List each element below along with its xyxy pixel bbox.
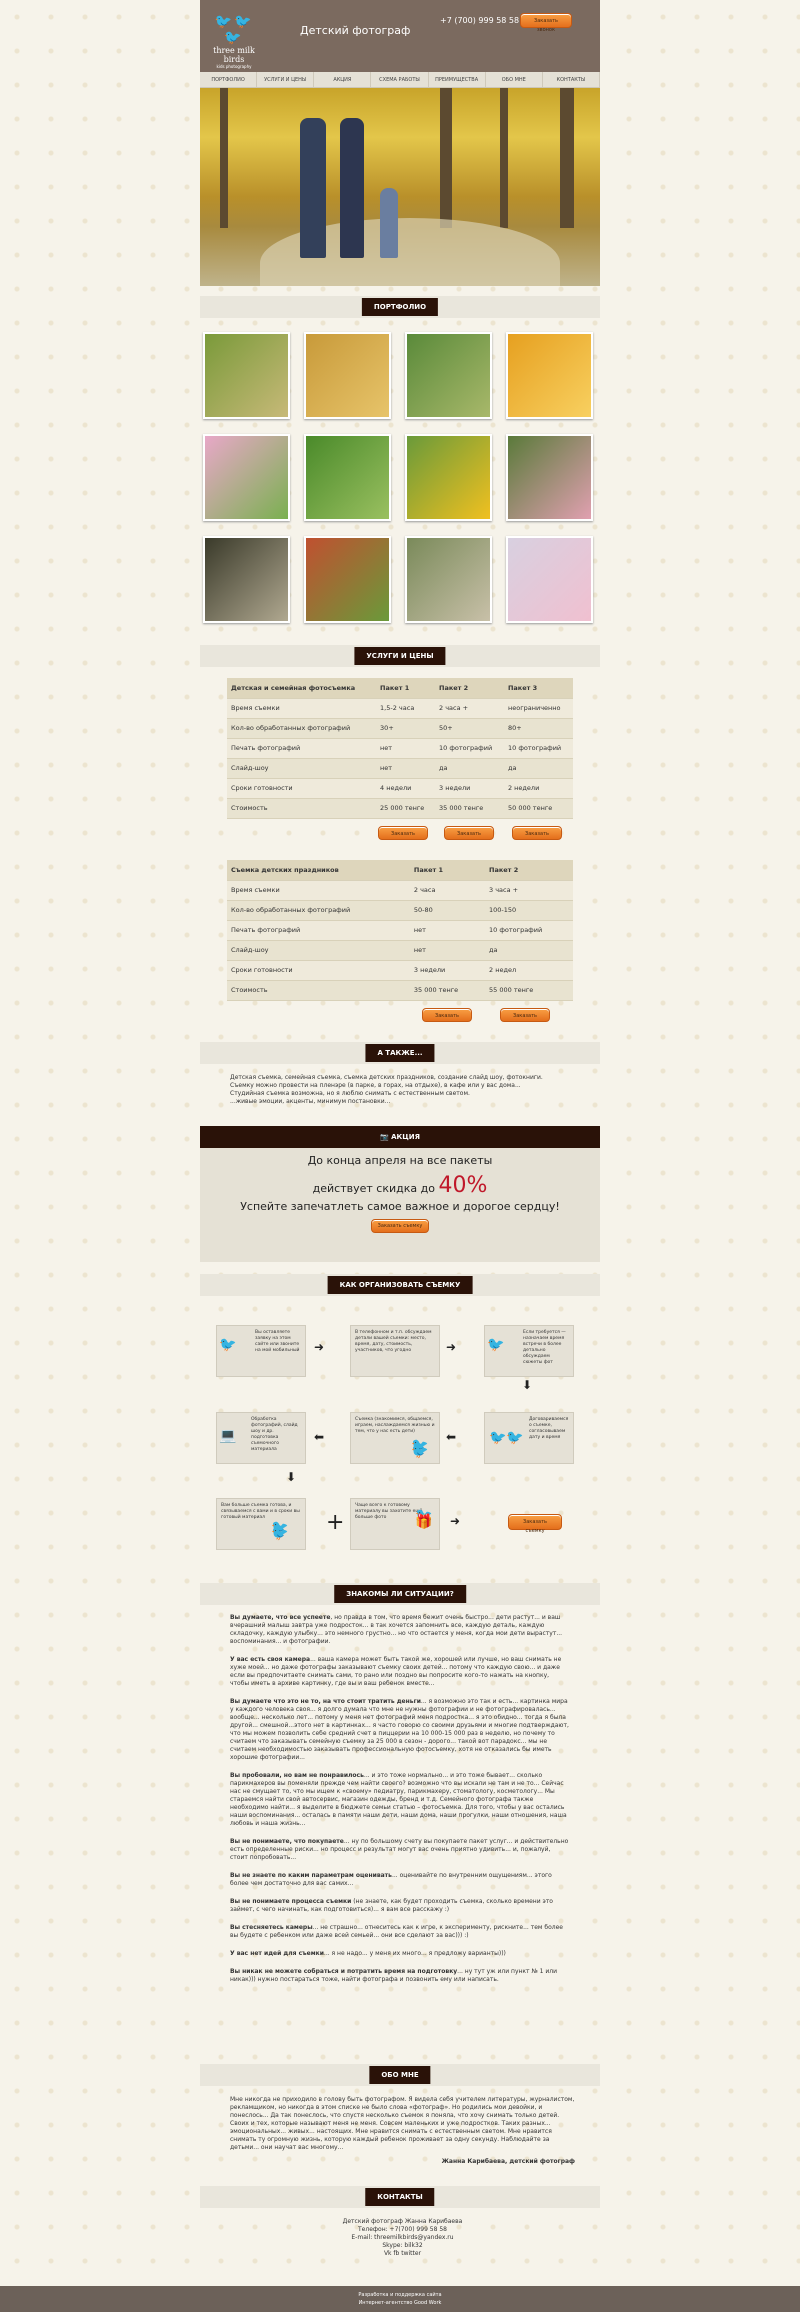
table-cell: Пакет 1 [376, 678, 435, 698]
arrow-down-icon: ⬇ [522, 1378, 533, 1392]
arrow-right-icon: ➜ [450, 1514, 461, 1528]
gift-icon: 🐦🎁 [415, 1508, 433, 1530]
table-cell: Пакет 1 [410, 860, 485, 880]
table-cell: 3 часа + [485, 880, 573, 900]
promo-header: 📷 АКЦИЯ [200, 1126, 600, 1148]
computer-icon: 💻 [219, 1428, 237, 1444]
table-cell: Слайд-шоу [227, 940, 410, 960]
contacts-block [230, 2218, 575, 2258]
hero-photo [200, 88, 600, 286]
call-request-button[interactable]: Заказать звонок [520, 13, 572, 28]
text-line: Студийная съемка возможна, но я люблю снимать с естественным светом. [230, 1090, 470, 1097]
footer [0, 2286, 800, 2312]
section-header-portfolio: ПОРТФОЛИО [200, 296, 600, 318]
bird-icon: 🐦 [487, 1337, 505, 1353]
header [200, 0, 600, 72]
price-table-parties [227, 860, 573, 1001]
logo-name: three milk birds [213, 46, 255, 64]
portfolio-photo[interactable] [304, 536, 391, 623]
nav-item-advantages[interactable]: ПРЕИМУЩЕСТВА [429, 72, 486, 87]
section-header-services: УСЛУГИ И ЦЕНЫ [200, 645, 600, 667]
table-cell: Сроки готовности [227, 778, 376, 798]
arrow-down-icon: ⬇ [286, 1470, 297, 1484]
step-6: 💻 Обработка фотографий, слайд шоу и др. подготовка съемочного материала [216, 1412, 306, 1464]
situations-list [230, 1614, 570, 1994]
portfolio-photo[interactable] [304, 332, 391, 419]
also-text [230, 1074, 575, 1106]
table-cell: Стоимость [227, 980, 410, 1000]
portfolio-photo[interactable] [203, 332, 290, 419]
discount-percent: 40% [438, 1173, 488, 1198]
table-cell: нет [376, 758, 435, 778]
situation-item: Вы никак не можете собраться и потратить время на подготовку... ну тут уж или пункт № 1 или никак))) нужно постараться тоже, найти фотографа и позвонить ему или написать. [230, 1968, 557, 1983]
table-cell: 2 часа [410, 880, 485, 900]
nav-item-about[interactable]: ОБО МНЕ [486, 72, 543, 87]
birds-icon: 🐦🐦 [489, 1430, 524, 1446]
step-1: 🐦 Вы оставляете заявку на этом сайте или звоните на мой мобильный [216, 1325, 306, 1377]
table-cell: да [435, 758, 504, 778]
order-button-package-2[interactable]: Заказать [444, 826, 494, 840]
arrow-left-icon: ⬅ [314, 1430, 325, 1444]
birds-icon: 🐦🐦 [411, 1438, 429, 1460]
promo-line-2: действует скидка до 40% [312, 1173, 488, 1198]
order-button-party-1[interactable]: Заказать [422, 1008, 472, 1022]
situation-item: Вы не понимаете процесса съемки (не знаете, как будет проходить съемка, сколько времени это займет, с чего начинать, как подготовиться)... я вам все расскажу :) [230, 1898, 553, 1913]
footer-agency-link[interactable]: Интернет-агентство Good Work [358, 2300, 442, 2306]
contact-phone[interactable]: Телефон: +7(700) 999 58 58 [358, 2226, 447, 2233]
situation-item: Вы не понимаете, что покупаете... ну по большому счету вы покупаете пакет услуг... и действительно есть определенные риски... но процесс и результат могут вас очень приятно удивить... и, пожалуй, стоит попробовать... [230, 1838, 569, 1861]
order-shoot-button[interactable]: Заказать съемку [371, 1219, 430, 1233]
table-cell: 50+ [435, 718, 504, 738]
portfolio-photo[interactable] [506, 536, 593, 623]
order-button-party-2[interactable]: Заказать [500, 1008, 550, 1022]
birds-icon: 🐦🐦 [271, 1520, 289, 1542]
table-cell: 10 фотографий [435, 738, 504, 758]
situation-item: Вы не знаете по каким параметрам оценивать... оценивайте по внутренним ощущениям... этого более чем достаточно для вас самих... [230, 1872, 552, 1887]
table-cell: 2 часа + [435, 698, 504, 718]
table-cell: Слайд-шоу [227, 758, 376, 778]
situation-item: У вас есть своя камера... ваша камера может быть такой же, хорошей или лучше, но ваш снимать не хуже моей... но даже фотографы заказывают съемку своих детей... потому что каждую свою... и даже если вы предпочитаете снимать сами, то рано или поздно вы попросите кого-то нажать на кнопку, чтобы иметь в архиве картинку, где вы и ваш ребенок вместе... [230, 1656, 562, 1687]
situation-item: У вас нет идей для съемки... я не надо... у меня их много... я предложу варианты))) [230, 1950, 506, 1957]
portfolio-photo[interactable] [506, 332, 593, 419]
table-cell: Кол-во обработанных фотографий [227, 718, 376, 738]
promo-line-3: Успейте запечатлеть самое важное и дорогое сердцу! [240, 1200, 560, 1213]
table-cell: 55 000 тенге [485, 980, 573, 1000]
step-3: 🐦 Если требуется — назначаем время встречи в более детально обсуждаем сюжеты фот [484, 1325, 574, 1377]
nav-item-services[interactable]: УСЛУГИ И ЦЕНЫ [257, 72, 314, 87]
table-cell: нет [410, 940, 485, 960]
step-2: В телефонном и т.п. обсуждаем детали вашей съемки: место, время, дату, стоимость, участников, что угодно [350, 1325, 440, 1377]
nav-item-scheme[interactable]: СХЕМА РАБОТЫ [371, 72, 428, 87]
table-cell: Сроки готовности [227, 960, 410, 980]
portfolio-photo[interactable] [506, 434, 593, 521]
table-cell: Время съемки [227, 880, 410, 900]
logo-tagline: kids photography [216, 64, 252, 69]
table-cell: 3 недели [410, 960, 485, 980]
table-cell: Стоимость [227, 798, 376, 818]
site-title: Детский фотограф [300, 24, 411, 37]
table-cell: 2 недел [485, 960, 573, 980]
situation-item: Вы думаете что это не то, на что стоит тратить деньги... я возможно это так и есть... картинка мира у каждого человека своя... я долго думала что мне не нужны фотографии и не фотографировалась... вообще... несколько лет... потому у меня нет фотографий меня подростка... я это обидно... тогда я была другой... смешной...этого нет в картинках... я часто говорю со своими друзьями и многие подтверждают, что мы можем позволить себе средний счет в пиццерии на 10 000-15 000 раз в неделю, но почему то считаем что заказывать семейную съемку за 25 000 в сезон - дорого... такой вот парадокс... мы не считаем необходимостью заказывать профессиональную фотосъемку, хотя не отказались бы иметь хорошие фотографии... [230, 1698, 569, 1761]
portfolio-photo[interactable] [203, 434, 290, 521]
step-5: Съемка (знакомимся, общаемся, играем, наслаждаемся жизнью и тем, что у нас есть дети) 🐦🐦 [350, 1412, 440, 1464]
order-button-package-3[interactable]: Заказать [512, 826, 562, 840]
logo[interactable] [208, 14, 260, 69]
order-shoot-button-2[interactable]: Заказать съемку [508, 1514, 562, 1530]
situation-item: Вы думаете, что все успеете, но правда в том, что время бежит очень быстро... дети растут... и ваш вчерашний малыш завтра уже подросток... в так хочется запомнить все, каждую деталь, каждую складочку, каждую улыбку... это немного грустно... но что остается у меня, когда мои дети вырастут... воспоминания... и фотографии. [230, 1614, 563, 1645]
table-cell: да [485, 940, 573, 960]
section-header-situations: ЗНАКОМЫ ЛИ СИТУАЦИИ? [200, 1583, 600, 1605]
phone-number: +7 (700) 999 58 58 [440, 16, 520, 25]
section-header-contacts: КОНТАКТЫ [200, 2186, 600, 2208]
plus-icon: + [326, 1510, 345, 1535]
portfolio-photo[interactable] [304, 434, 391, 521]
portfolio-photo[interactable] [405, 434, 492, 521]
about-paragraph: Мне никогда не приходило в голову быть фотографом. Я видела себя учителем литературы, журналистом, рекламщиком, но никогда в этом списке не было слова «фотограф». Но родились мои девойки, и понеслось... Да так понеслось, что спустя несколько съемок я поняла, что хочу снимать только детей. Своих и тех, которые называют меня не меня. Совсем маленьких и уже подростков. Таких разных... эмоциональных... живых... настоящих. Мне нравится снимать с естественным светом. Мне нравится снимать ту огромную жизнь, которую каждый ребенок проживает за одну секунду. Наблюдайте за детьми... они научат вас многому... [230, 2096, 575, 2151]
text-line: ...живые эмоции, акценты, минимум постановки... [230, 1098, 391, 1105]
table-cell: Детская и семейная фотосъемка [227, 678, 376, 698]
camera-icon: 📷 [379, 1133, 389, 1141]
nav-item-portfolio[interactable]: ПОРТФОЛИО [200, 72, 257, 87]
table-cell: Время съемки [227, 698, 376, 718]
arrow-right-icon: ➜ [446, 1340, 457, 1354]
contact-skype[interactable]: Skype: bilk32 [382, 2242, 423, 2249]
table-cell: 35 000 тенге [410, 980, 485, 1000]
step-7: Вам больше съемка готова, и связываемся с вами и в сроки вы готовый материал 🐦🐦 [216, 1498, 306, 1550]
table-cell: 80+ [504, 718, 573, 738]
table-cell: 2 недели [504, 778, 573, 798]
table-cell: 10 фотографий [485, 920, 573, 940]
arrow-left-icon: ⬅ [446, 1430, 457, 1444]
table-cell: Пакет 3 [504, 678, 573, 698]
portfolio-photo[interactable] [405, 536, 492, 623]
table-cell: 10 фотографий [504, 738, 573, 758]
portfolio-photo[interactable] [203, 536, 290, 623]
table-cell: 100-150 [485, 900, 573, 920]
table-cell: 30+ [376, 718, 435, 738]
table-cell: нет [410, 920, 485, 940]
page [200, 0, 600, 2312]
step-8: Чаще всего к готовому материалу вы захотите ещё больше фото 🐦🎁 [350, 1498, 440, 1550]
section-header-also: А ТАКЖЕ... [200, 1042, 600, 1064]
contact-email[interactable]: E-mail: threemilkbirds@yandex.ru [351, 2234, 454, 2241]
table-cell: 50 000 тенге [504, 798, 573, 818]
table-cell: Кол-во обработанных фотографий [227, 900, 410, 920]
situation-item: Вы пробовали, но вам не понравилось... и это тоже нормально... и это тоже бывает... сколько парикмахеров вы поменяли прежде чем найти своего? возможно что вы искали не там и не то... Сейчас нас не смущает то, что мы ищем к «своему» педиатру, парикмахеру, стоматологу, косметологу... Мы стараемся найти свой автосервис, магазин одежды, бренд и т.д. Семейного фотографа также необходимо найти... я выделите в бюджете семьи статью – фотосъемка. Для того, чтобы у вас остались наши воспоминания... осталась в памяти наши дети, наши дома, наши прогулки, наши отношения, наша любовь и наша жизнь... [230, 1772, 567, 1827]
table-cell: неограниченно [504, 698, 573, 718]
table-cell: 35 000 тенге [435, 798, 504, 818]
promo-line-1: До конца апреля на все пакеты [307, 1154, 493, 1167]
table-cell: Пакет 2 [485, 860, 573, 880]
order-button-package-1[interactable]: Заказать [378, 826, 428, 840]
table-cell: Печать фотографий [227, 920, 410, 940]
table-cell: да [504, 758, 573, 778]
about-text [230, 2096, 575, 2166]
section-header-how: КАК ОРГАНИЗОВАТЬ СЪЕМКУ [200, 1274, 600, 1296]
text-line: Детская съемка, семейная съемка, съемка детских праздников, создание слайд шоу, фотокниги. [230, 1074, 543, 1081]
table-cell: Пакет 2 [435, 678, 504, 698]
step-4: 🐦🐦 Договариваемся о съемке, согласовываем дату и время [484, 1412, 574, 1464]
nav-item-contacts[interactable]: КОНТАКТЫ [543, 72, 600, 87]
price-table-family [227, 678, 573, 819]
table-cell: 25 000 тенге [376, 798, 435, 818]
bird-icon: 🐦 [219, 1337, 237, 1353]
footer-line: Разработка и поддержка сайта [358, 2292, 442, 2298]
text-line: Съемку можно провести на пленэре (в парке, в горах, на отдыхе), в кафе или у вас дома... [230, 1082, 521, 1089]
nav-item-promo[interactable]: АКЦИЯ [314, 72, 371, 87]
table-cell: 3 недели [435, 778, 504, 798]
social-links[interactable]: Vk fb twitter [383, 2250, 422, 2257]
contact-name: Детский фотограф Жанна Карибаева [342, 2218, 463, 2225]
section-header-about: ОБО МНЕ [200, 2064, 600, 2086]
promo-block [200, 1126, 600, 1262]
arrow-right-icon: ➜ [314, 1340, 325, 1354]
main-nav [200, 72, 600, 88]
birds-icon: 🐦🐦🐦 [214, 14, 254, 46]
about-signature: Жанна Карибаева, детский фотограф [441, 2158, 575, 2165]
table-cell: 1,5-2 часа [376, 698, 435, 718]
table-cell: 4 недели [376, 778, 435, 798]
situation-item: Вы стесняетесь камеры... не страшно... отнеситесь как к игре, к эксперименту, рискните... тем более вы будете с ребенком или даже всей семьей... они все сделают за вас))) :) [230, 1924, 563, 1939]
table-cell: Съемка детских праздников [227, 860, 410, 880]
table-cell: 50-80 [410, 900, 485, 920]
portfolio-photo[interactable] [405, 332, 492, 419]
table-cell: Печать фотографий [227, 738, 376, 758]
table-cell: нет [376, 738, 435, 758]
